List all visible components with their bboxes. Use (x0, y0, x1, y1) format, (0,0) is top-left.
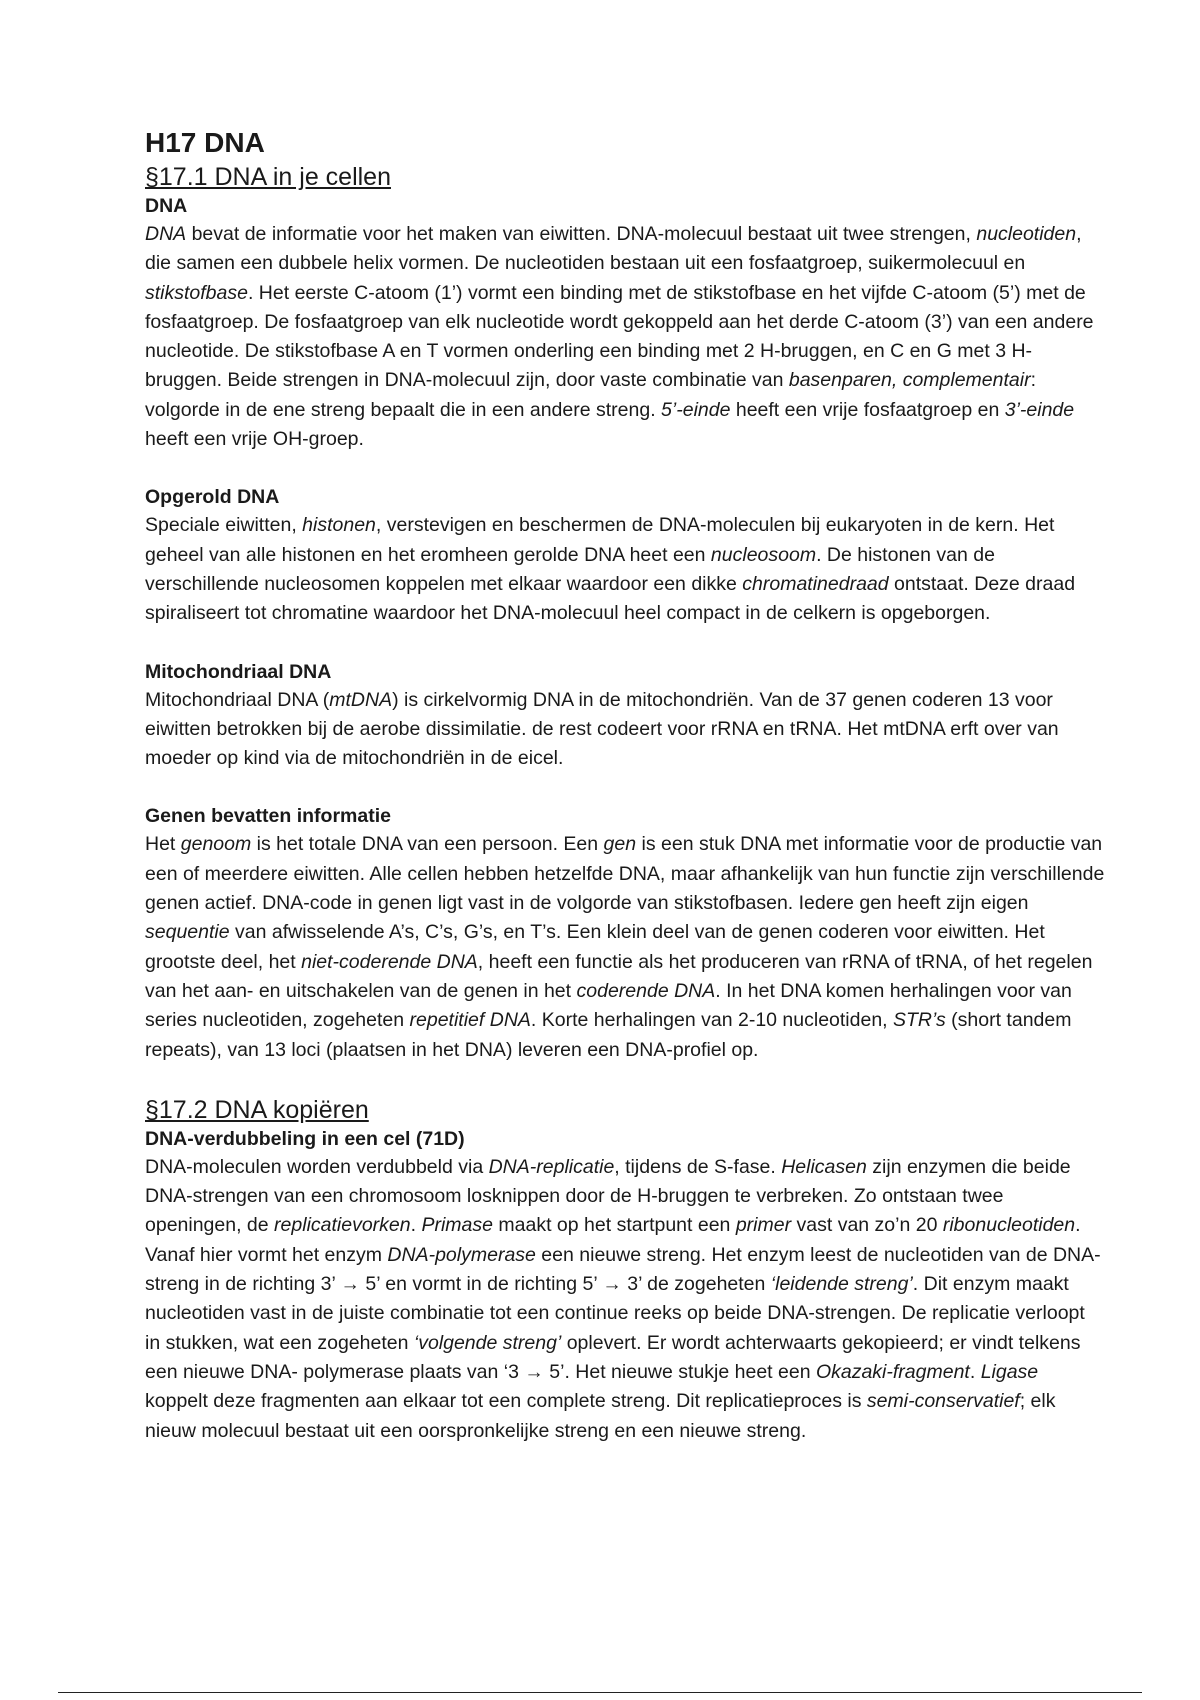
section-title: §17.2 DNA kopiëren (145, 1095, 369, 1124)
text-run: , verstevigen en beschermen de DNA-moleculen bij eukaryoten in de kern. Het geheel van alle histonen en het eromheen gerolde DNA heet een (145, 514, 1055, 566)
emphasized-term: replicatievorken (274, 1214, 411, 1237)
text-run: van afwisselende A’s, C’s, G’s, en T’s. Een klein deel van de genen coderen voor eiwitten. Het grootste deel, het (145, 921, 1045, 973)
text-run: . (969, 1360, 981, 1383)
section-title: §17.1 DNA in je cellen (145, 163, 391, 191)
emphasized-term: DNA-replicatie (488, 1155, 615, 1178)
text-run: : volgorde in de ene streng bepaalt die in een andere streng. (145, 369, 1037, 421)
text-run: . (410, 1214, 422, 1237)
text-run: Mitochondriaal DNA ( (145, 688, 330, 711)
emphasized-term: nucleotiden (976, 223, 1077, 245)
text-run: is een stuk DNA met informatie voor de productie van een of meerdere eiwitten. Alle cellen hebben hetzelfde DNA, maar afhankelijk van hun functie zijn verschillende genen actief. DNA-code in genen ligt vast in de volgorde van stikstofbasen. Iedere gen heeft zijn eigen (145, 833, 1105, 915)
emphasized-term: ‘leidende streng’ (770, 1273, 913, 1296)
text-run: , heeft een functie als het produceren van rRNA of tRNA, of het regelen van het aan- en uitschakelen van de genen in het (145, 950, 1093, 1002)
emphasized-term: 3’-einde (1004, 398, 1075, 421)
emphasized-term: ribonucleotiden (942, 1214, 1076, 1237)
emphasized-term: sequentie (145, 921, 230, 944)
text-run: . Het eerste C-atoom (1’) vormt een binding met de stikstofbase en het vijfde C-atoom (5’) met de fosfaatgroep. De fosfaatgroep van elk nucleotide wordt gekoppeld aan het derde C-atoom (3’) van een andere nucleotide. De stikstofbase A en T vormen onderling een binding met 2 H-bruggen, en C en G met 3 H-bruggen. Beide strengen in DNA-molecuul zijn, door vaste combinatie van (145, 281, 1094, 392)
emphasized-term: repetitief DNA (409, 1009, 531, 1032)
text-run: . Dit enzym maakt nucleotiden vast in de juiste combinatie tot een continue reeks op beide DNA-strengen. De replicatie verloopt in stukken, wat een zogeheten (145, 1273, 1085, 1354)
emphasized-term: mtDNA (329, 688, 393, 711)
text-run: . De histonen van de verschillende nucleosomen koppelen met elkaar waardoor een dikke (145, 543, 995, 595)
text-run: maakt op het startpunt een (493, 1214, 736, 1237)
emphasized-term: chromatinedraad (742, 572, 889, 595)
text-run: heeft een vrije fosfaatgroep en (730, 398, 1005, 421)
text-run: vast van zo’n 20 (791, 1214, 943, 1237)
subsection-mitochondriaal-dna (145, 658, 1105, 774)
emphasized-term: Helicasen (781, 1155, 867, 1178)
text-run: , tijdens de S-fase. (614, 1155, 782, 1178)
text-run: ; elk nieuw molecuul bestaat uit een oorspronkelijke streng en een nieuwe streng. (145, 1390, 1056, 1442)
emphasized-term: niet-coderende DNA (301, 950, 478, 973)
text-run: oplevert. Er wordt achterwaarts gekopieerd; er vindt telkens een nieuwe DNA- polymerase plaats van ‘3 → 5’. Het nieuwe stukje heet een (145, 1331, 1081, 1383)
footer-divider (58, 1692, 1142, 1693)
paragraph (145, 830, 1105, 1064)
emphasized-term: basenparen, complementair (788, 369, 1031, 392)
emphasized-term: STR’s (893, 1009, 946, 1032)
text-run: DNA-moleculen worden verdubbeld via (145, 1155, 489, 1178)
text-run: ) is cirkelvormig DNA in de mitochondriën. Van de 37 genen coderen 13 voor eiwitten betrokken bij de aerobe dissimilatie. de rest codeert voor rRNA en tRNA. Het mtDNA erft over van moeder op kind via de mitochondriën in de eicel. (145, 688, 1059, 770)
text-run: zijn enzymen die beide DNA-strengen van een chromosoom losknippen door de H-bruggen te verbreken. Zo ontstaan twee openingen, de (145, 1155, 1071, 1237)
section-17-2 (145, 1095, 1105, 1446)
subsection-heading: Mitochondriaal DNA (145, 660, 332, 683)
text-run: , die samen een dubbele helix vormen. De nucleotiden bestaan uit een fosfaatgroep, suikermolecuul en (145, 223, 1082, 275)
paragraph (145, 220, 1105, 454)
paragraph (145, 686, 1105, 774)
emphasized-term: ‘volgende streng’ (413, 1331, 562, 1354)
paragraph (145, 1153, 1105, 1446)
text-run: . Korte herhalingen van 2-10 nucleotiden, (530, 1009, 894, 1032)
emphasized-term: nucleosoom (710, 543, 817, 566)
subsection-heading: Genen bevatten informatie (145, 805, 391, 828)
text-run: bevat de informatie voor het maken van eiwitten. DNA-molecuul bestaat uit twee strengen, (186, 223, 977, 245)
emphasized-term: primer (735, 1214, 792, 1237)
emphasized-term: genoom (180, 833, 252, 856)
document-page (145, 126, 1105, 1475)
text-run: . In het DNA komen herhalingen voor van series nucleotiden, zogeheten (145, 979, 1072, 1032)
emphasized-term: 5’-einde (661, 398, 731, 421)
emphasized-term: stikstofbase (145, 281, 248, 304)
text-run: Het (145, 833, 181, 856)
text-run: ontstaat. Deze draad spiraliseert tot chromatine waardoor het DNA-molecuul heel compact in de celkern is opgeborgen. (145, 572, 1076, 625)
document-title: H17 DNA (145, 127, 265, 158)
emphasized-term: semi-conservatief (866, 1390, 1020, 1413)
text-run: heeft een vrije OH-groep. (145, 428, 364, 451)
subsection-dna-verdubbeling (145, 1125, 1105, 1446)
emphasized-term: DNA-polymerase (387, 1243, 536, 1266)
emphasized-term: Primase (421, 1214, 493, 1237)
subsection-opgerold-dna (145, 483, 1105, 628)
section-17-1 (145, 162, 1105, 1065)
subsection-dna (145, 192, 1105, 454)
emphasized-term: DNA (145, 223, 187, 245)
subsection-genen (145, 802, 1105, 1064)
text-run: Speciale eiwitten, (145, 514, 303, 537)
subsection-heading: DNA-verdubbeling in een cel (71D) (145, 1127, 465, 1150)
emphasized-term: gen (603, 833, 637, 856)
emphasized-term: coderende DNA (576, 979, 716, 1002)
text-run: koppelt deze fragmenten aan elkaar tot een complete streng. Dit replicatieproces is (145, 1390, 867, 1413)
emphasized-term: Ligase (980, 1360, 1039, 1383)
subsection-heading: Opgerold DNA (145, 486, 280, 509)
emphasized-term: histonen (302, 514, 376, 537)
emphasized-term: Okazaki-fragment (815, 1360, 970, 1383)
text-run: een nieuwe streng. Het enzym leest de nucleotiden van de DNA-streng in de richting 3’ → 5’ en vormt in de richting 5’ → 3’ de zogeheten (145, 1243, 1101, 1296)
text-run: is het totale DNA van een persoon. Een (251, 833, 604, 856)
text-run: (short tandem repeats), van 13 loci (plaatsen in het DNA) leveren een DNA-profiel op. (145, 1009, 1072, 1061)
subsection-heading: DNA (145, 195, 188, 217)
text-run: . Vanaf hier vormt het enzym (145, 1214, 1081, 1266)
paragraph (145, 511, 1105, 628)
